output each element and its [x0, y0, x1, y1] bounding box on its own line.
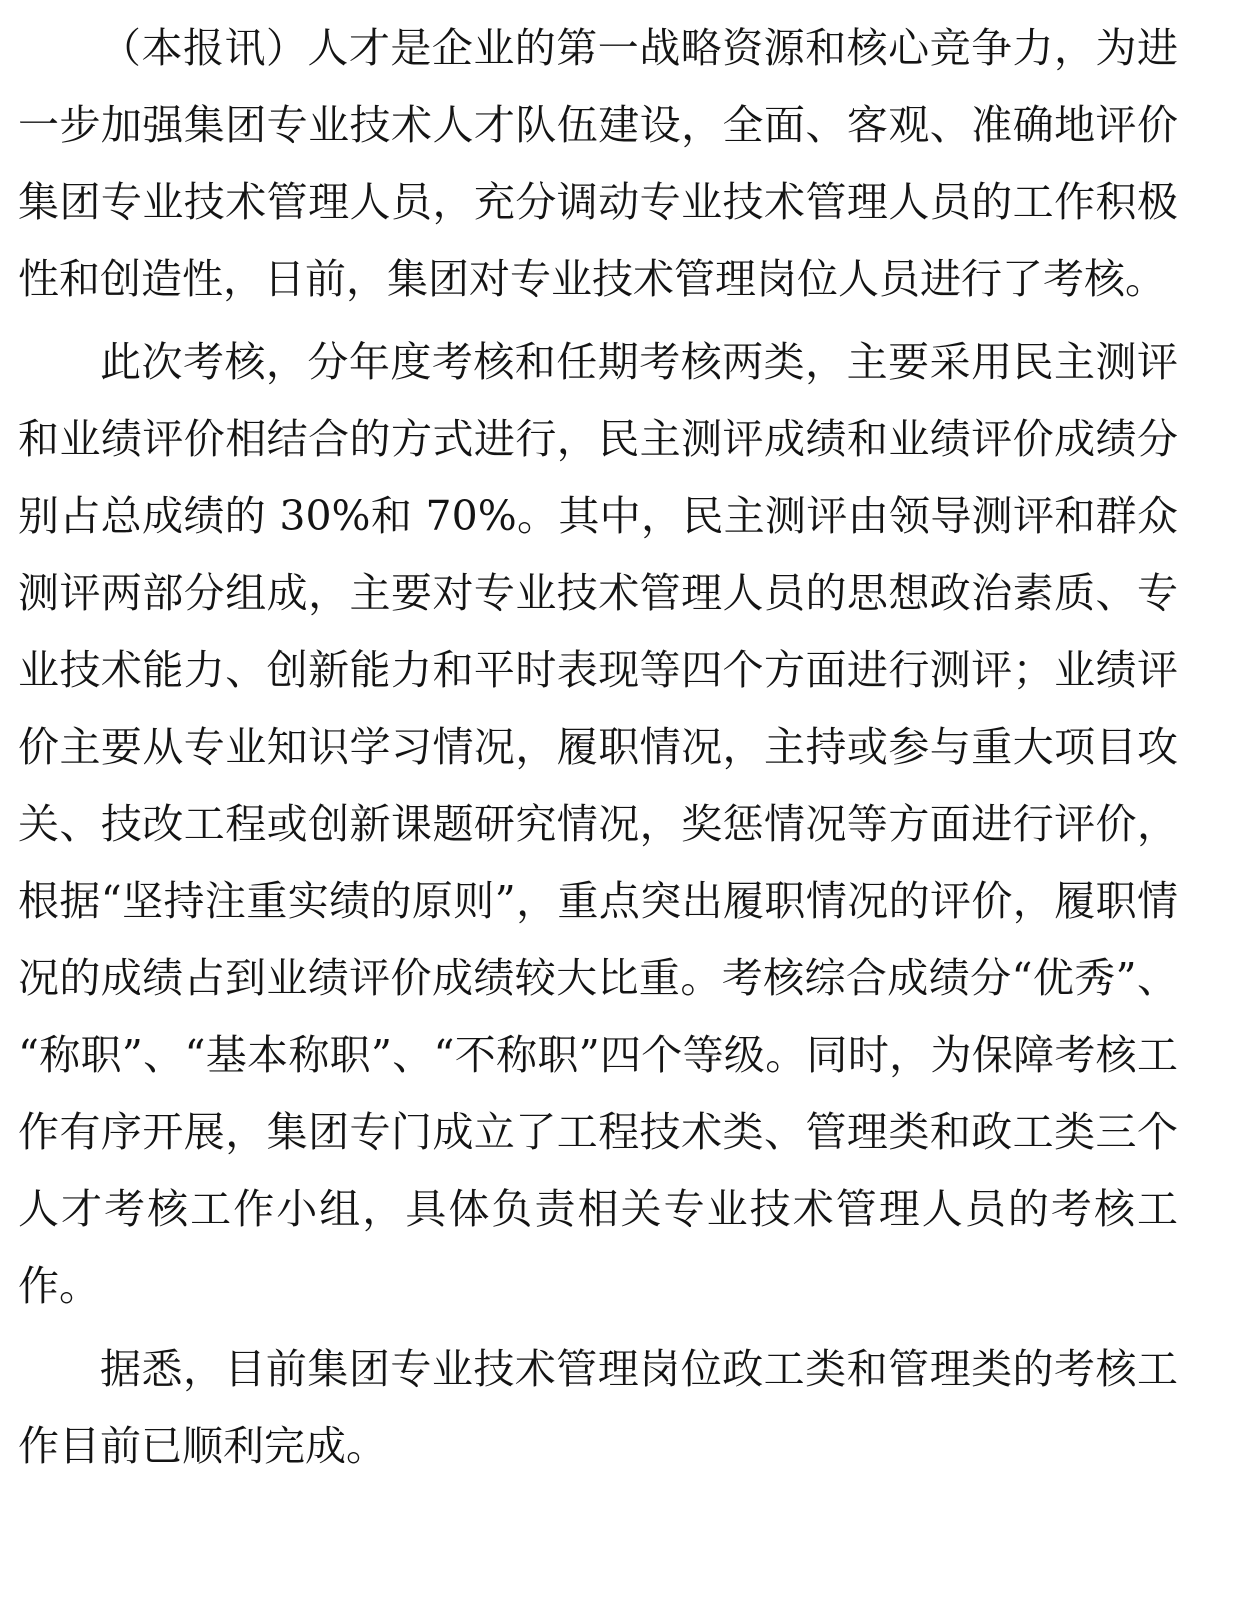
paragraph-2: 此次考核，分年度考核和任期考核两类，主要采用民主测评和业绩评价相结合的方式进行，民主测评成绩和业绩评价成绩分别占总成绩的 30%和 70%。其中，民主测评由领导测评和群众测评两部分组成，主要对专业技术管理人员的思想政治素质、专业技术能力、创新能力和平时表现等四个方面进行测评；业绩评价主要从专业知识学习情况，履职情况，主持或参与重大项目攻关、技改工程或创新课题研究情况，奖惩情况等方面进行评价，根据“坚持注重实绩的原则”，重点突出履职情况的评价，履职情况的成绩占到业绩评价成绩较大比重。考核综合成绩分“优秀”、“称职”、“基本称职”、“不称职”四个等级。同时，为保障考核工作有序开展，集团专门成立了工程技术类、管理类和政工类三个人才考核工作小组，具体负责相关专业技术管理人员的考核工作。 [18, 338, 1178, 1310]
paragraph-3: 据悉，目前集团专业技术管理岗位政工类和管理类的考核工作目前已顺利完成。 [18, 1345, 1178, 1470]
article-body [18, 10, 1178, 1485]
paragraph-1: （本报讯）人才是企业的第一战略资源和核心竞争力，为进一步加强集团专业技术人才队伍建设，全面、客观、准确地评价集团专业技术管理人员，充分调动专业技术管理人员的工作积极性和创造性，日前，集团对专业技术管理岗位人员进行了考核。 [18, 24, 1178, 303]
